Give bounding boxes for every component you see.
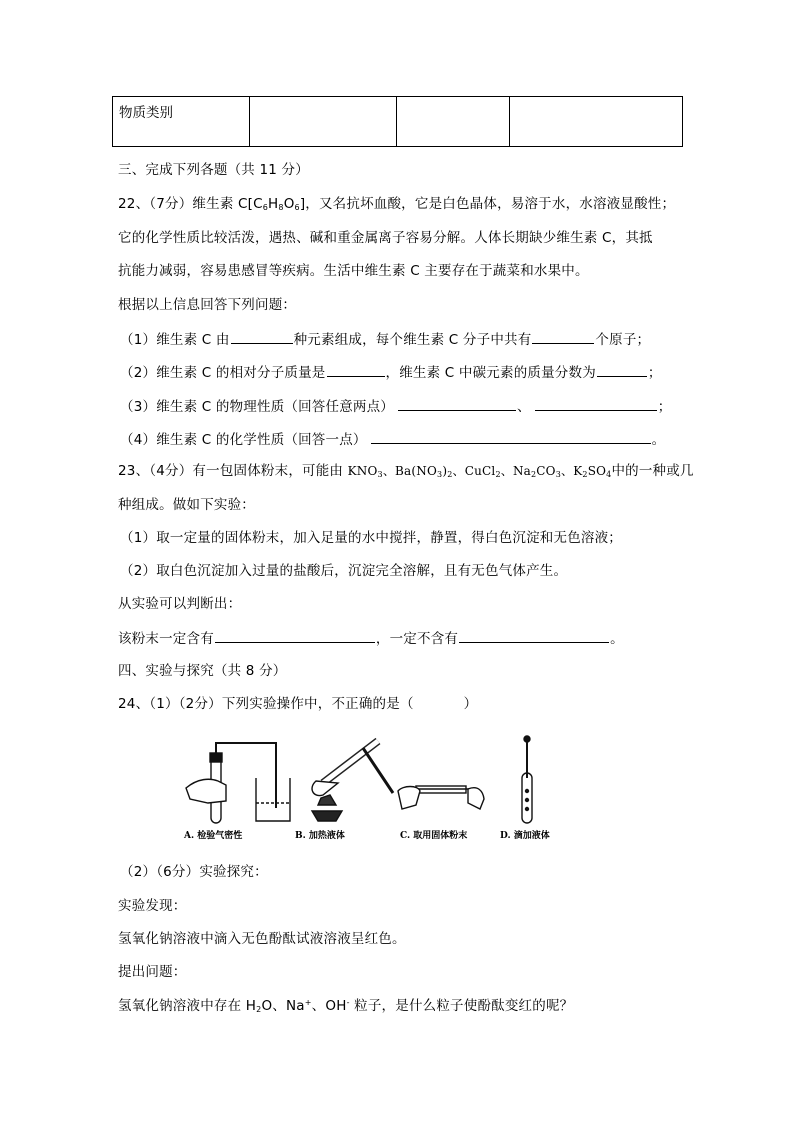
q22-sub2: （2）维生素 C 的相对分子质量是 ，维生素 C 中碳元素的质量分数为 ；: [120, 362, 662, 382]
finding-text: 氢氧化钠溶液中滴入无色酚酞试液溶液呈红色。: [118, 931, 406, 947]
answer-blank[interactable]: [371, 429, 651, 444]
table-cell: [250, 97, 397, 147]
q23-intro: 23、（4分）有一包固体粉末，可能由 $KNO_3$、$Ba(NO_3)_2$、CuCl$_2$、$Na_2CO_3$、$K_2SO_4$中的一种或几: [118, 463, 694, 479]
q22-line2: 它的化学性质比较活泼，遇热、碱和重金属离子容易分解。人体长期缺少维生素 C，其抵: [118, 230, 653, 246]
question-text: 氢氧化钠溶液中存在 $H_2O$、Na+、OH- 粒子，是什么粒子使酚酞变红的呢？: [118, 998, 574, 1014]
q23-conclusion: 该粉末一定含有 ，一定不含有 。: [118, 628, 624, 648]
q22-prompt: 根据以上信息回答下列问题：: [118, 297, 297, 313]
q22-sub4: （4）维生素 C 的化学性质（回答一点） 。: [120, 429, 665, 449]
answer-blank[interactable]: [459, 628, 609, 643]
answer-blank[interactable]: [532, 329, 594, 344]
q24-part2: （2）（6分）实验探究：: [120, 864, 268, 880]
answer-blank[interactable]: [535, 396, 657, 411]
answer-blank[interactable]: [327, 362, 385, 377]
q23-line2: 种组成。做如下实验：: [118, 497, 255, 513]
answer-blank[interactable]: [398, 396, 516, 411]
figure-caption-a: A. 检验气密性: [184, 831, 243, 841]
answer-blank[interactable]: [597, 362, 647, 377]
answer-blank[interactable]: [215, 628, 375, 643]
table-cell: [397, 97, 510, 147]
figure-caption-d: D. 滴加液体: [500, 831, 550, 841]
q22-sub1: （1）维生素 C 由 种元素组成，每个维生素 C 分子中共有 个原子；: [120, 329, 650, 349]
lab-apparatus-illustration: [178, 733, 558, 828]
table-cell: [510, 97, 683, 147]
substance-category-table: [112, 96, 683, 147]
q22-line3: 抗能力减弱，容易患感冒等疾病。生活中维生素 C 主要存在于蔬菜和水果中。: [118, 263, 589, 279]
answer-blank[interactable]: [231, 329, 293, 344]
lab-operations-figure: [178, 733, 558, 841]
q23-exp1: （1）取一定量的固体粉末，加入足量的水中搅拌，静置，得白色沉淀和无色溶液；: [120, 530, 622, 546]
section-3-heading: 三、完成下列各题（共 11 分）: [118, 162, 309, 178]
q24-part1: 24、（1）（2分）下列实验操作中，不正确的是（ ）: [118, 696, 478, 712]
q22-sub3: （3）维生素 C 的物理性质（回答任意两点） 、 ；: [120, 396, 671, 416]
question-label: 提出问题：: [118, 964, 187, 980]
figure-caption-c: C. 取用固体粉末: [400, 831, 468, 841]
section-4-heading: 四、实验与探究（共 8 分）: [118, 663, 287, 679]
table-row-label: 物质类别: [113, 97, 250, 147]
q23-judge: 从实验可以判断出：: [118, 596, 242, 612]
finding-label: 实验发现：: [118, 898, 187, 914]
q23-exp2: （2）取白色沉淀加入过量的盐酸后，沉淀完全溶解，且有无色气体产生。: [120, 563, 568, 579]
table-row: [113, 97, 683, 147]
q22-intro: 22、（7分）维生素 $C[C_6H_8O_6]$，又名抗坏血酸，它是白色晶体，易溶于水，水溶液显酸性；: [118, 196, 676, 212]
figure-caption-b: B. 加热液体: [295, 831, 345, 841]
